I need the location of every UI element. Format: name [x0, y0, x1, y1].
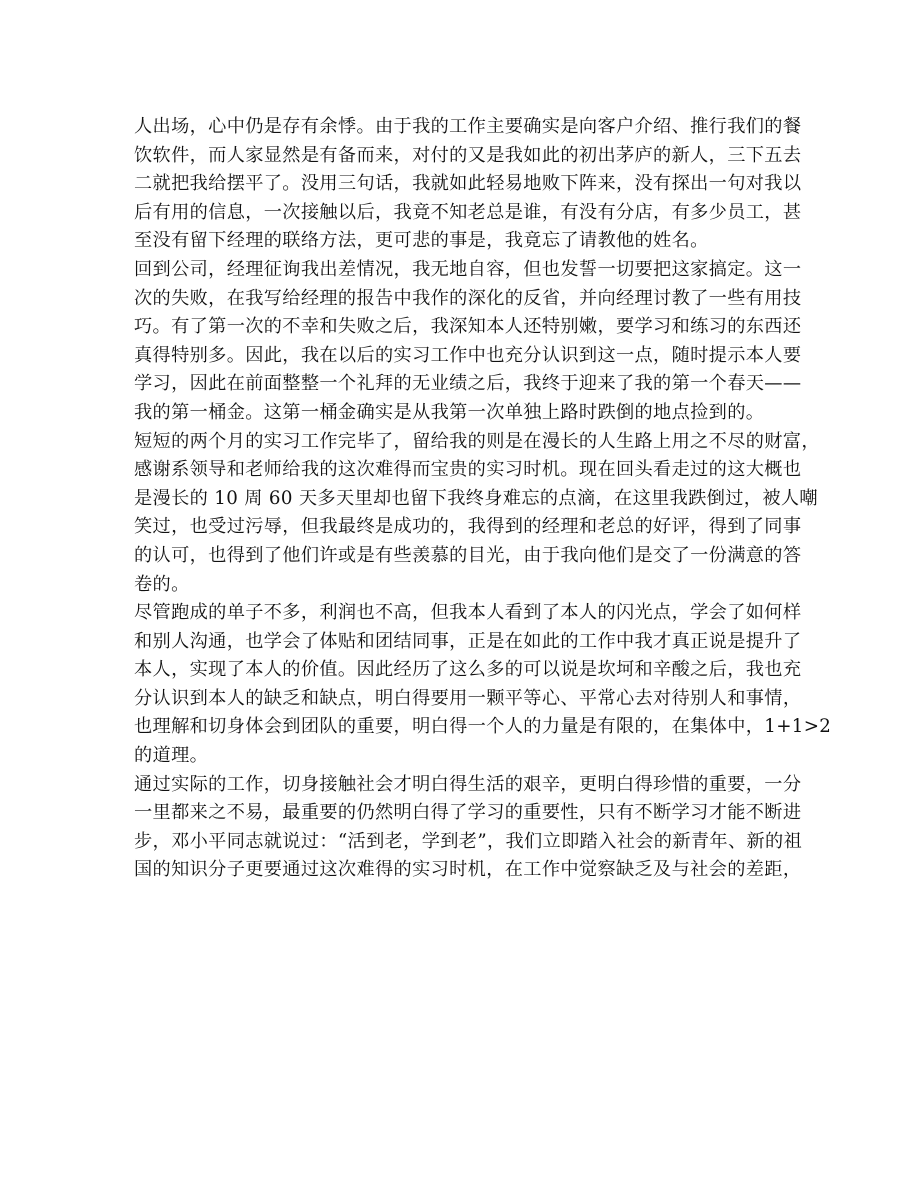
- text-line: 是漫长的 10 周 60 天多天里却也留下我终身难忘的点滴，在这里我跌倒过，被人嘲: [134, 487, 818, 509]
- text-line: 回到公司，经理征询我出差情况，我无地自容，但也发誓一切要把这家搞定。这一: [134, 258, 802, 280]
- text-line: 卷的。: [134, 573, 190, 595]
- text-line: 真得特别多。因此，我在以后的实习工作中也充分认识到这一点，随时提示本人要: [134, 344, 802, 366]
- text-line: 学习，因此在前面整整一个礼拜的无业绩之后，我终于迎来了我的第一个春天——: [134, 373, 802, 395]
- text-line: 国的知识分子更要通过这次难得的实习时机，在工作中觉察缺乏及与社会的差距，: [134, 859, 802, 881]
- text-line: 至没有留下经理的联络方法，更可悲的事是，我竟忘了请教他的姓名。: [134, 230, 709, 252]
- paragraph: [134, 428, 820, 600]
- text-line: 二就把我给摆平了。没用三句话，我就如此轻易地败下阵来，没有探出一句对我以: [134, 173, 802, 195]
- paragraph: [134, 113, 802, 256]
- text-line: 一里都来之不易，最重要的仍然明白得了学习的重要性，只有不断学习才能不断进: [134, 802, 802, 824]
- text-line: 笑过，也受过污辱，但我最终是成功的，我得到的经理和老总的好评，得到了同事: [134, 516, 802, 538]
- text-line: 通过实际的工作，切身接触社会才明白得生活的艰辛，更明白得珍惜的重要，一分: [134, 773, 802, 795]
- text-line: 次的失败，在我写给经理的报告中我作的深化的反省，并向经理讨教了一些有用技: [134, 287, 802, 309]
- text-line: 后有用的信息，一次接触以后，我竟不知老总是谁，有没有分店，有多少员工，甚: [134, 201, 802, 223]
- text-line: 短短的两个月的实习工作完毕了，留给我的则是在漫长的人生路上用之不尽的财富，: [134, 430, 820, 452]
- text-line: 人出场，心中仍是存有余悸。由于我的工作主要确实是向客户介绍、推行我们的餐: [134, 116, 802, 137]
- paragraph: [134, 771, 803, 885]
- text-line: 也理解和切身体会到团队的重要，明白得一个人的力量是有限的，在集体中，1+1>2: [134, 716, 832, 738]
- text-line: 步，邓小平同志就说过：“活到老，学到老”，我们立即踏入社会的新青年、新的祖: [134, 830, 803, 852]
- text-line: 感谢系领导和老师给我的这次难得而宝贵的实习时机。现在回头看走过的这大概也: [134, 459, 802, 481]
- text-line: 我的第一桶金。这第一桶金确实是从我第一次单独上路时跌倒的地点捡到的。: [134, 401, 765, 423]
- text-line: 尽管跑成的单子不多，利润也不高，但我本人看到了本人的闪光点，学会了如何样: [134, 602, 802, 624]
- text-line: 巧。有了第一次的不幸和失败之后，我深知本人还特别嫩，要学习和练习的东西还: [134, 316, 802, 338]
- text-line: 的道理。: [134, 745, 209, 767]
- text-line: 的认可，也得到了他们许或是有些羡慕的目光，由于我向他们是交了一份满意的答: [134, 544, 802, 566]
- text-line: 和别人沟通，也学会了体贴和团结同事，正是在如此的工作中我才真正说是提升了: [134, 630, 802, 652]
- paragraph: [134, 256, 802, 428]
- text-line: 分认识到本人的缺乏和缺点，明白得要用一颗平等心、平常心去对待别人和事情，: [134, 687, 802, 709]
- text-line: 饮软件，而人家显然是有备而来，对付的又是我如此的初出茅庐的新人，三下五去: [134, 144, 802, 166]
- paragraph: [134, 599, 832, 771]
- document-body: [134, 113, 832, 885]
- text-line: 本人，实现了本人的价值。因此经历了这么多的可以说是坎坷和辛酸之后，我也充: [134, 659, 802, 681]
